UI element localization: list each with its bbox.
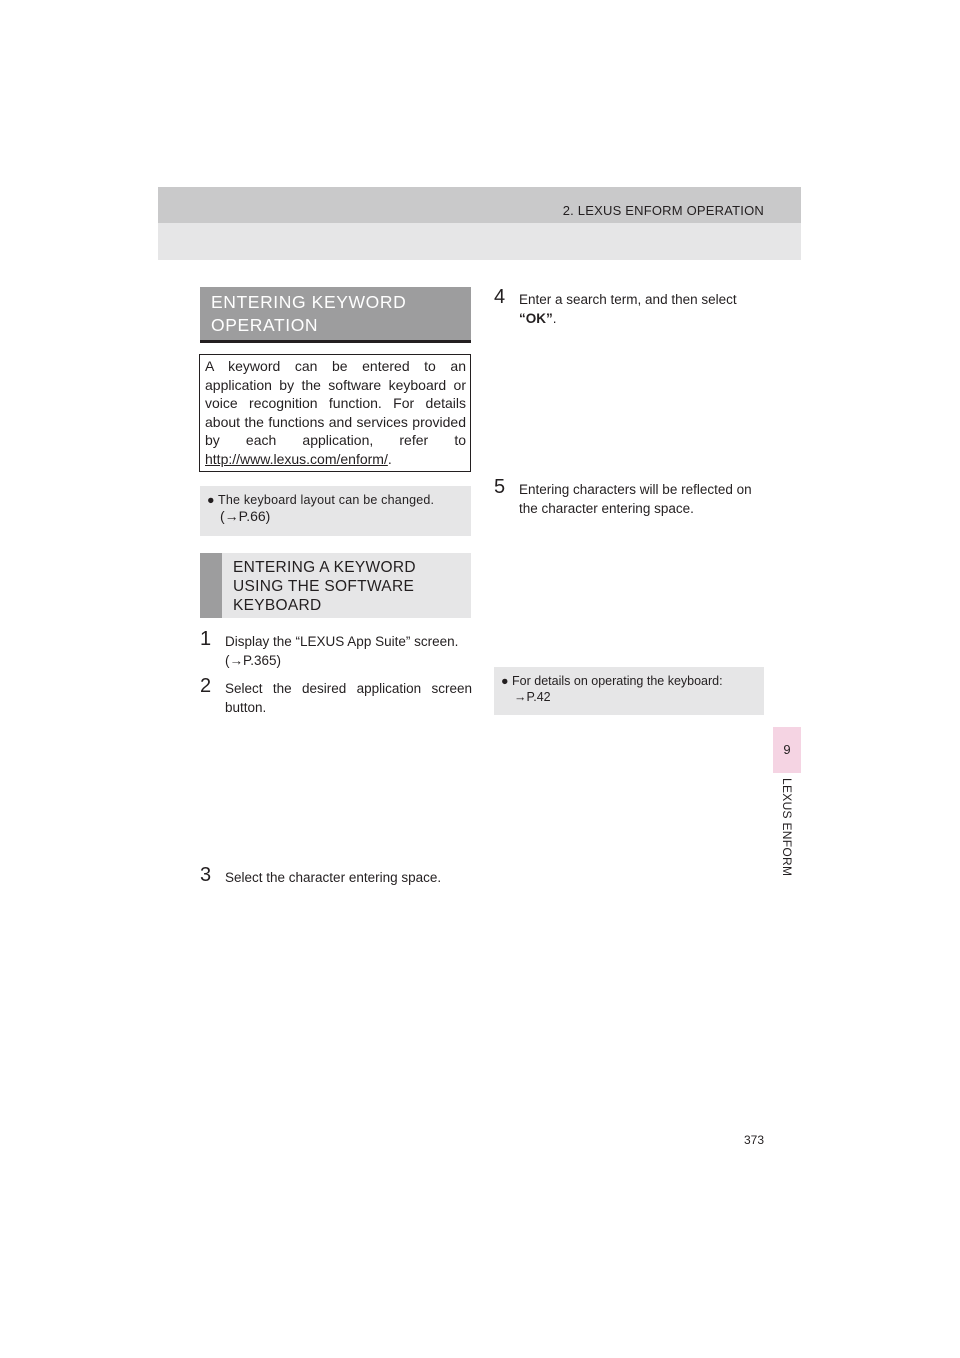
step-text: Select the desired application screen button. [225,681,472,715]
ok-button-ref: “OK” [519,311,553,326]
intro-text [205,357,466,468]
step-text-tail: . [552,311,557,326]
step-number: 2 [200,675,212,697]
step-text: Enter a search term, and then select [519,292,737,307]
bullet-icon: ● [501,674,509,688]
note-page-ref[interactable]: →P.42 [514,690,551,704]
step-number: 1 [200,628,212,650]
note-page-ref[interactable]: (→P.66) [220,508,271,524]
note-text: For details on operating the keyboard: [512,674,723,688]
note-keyboard-layout [207,492,465,525]
bullet-icon: ● [207,493,215,507]
step-2 [200,677,472,717]
note-text: The keyboard layout can be changed. [218,493,435,507]
step-5 [494,478,764,518]
chapter-title: 2. LEXUS ENFORM OPERATION [562,203,764,218]
chapter-tab-label: LEXUS ENFORM [780,778,794,877]
header-subband [158,223,801,260]
subsection-bar [200,553,222,618]
step-page-ref[interactable]: (→P.365) [225,653,282,668]
step-number: 5 [494,476,506,498]
subsection-title: ENTERING A KEYWORD USING THE SOFTWARE KEYBOARD [233,559,416,614]
step-4 [494,288,764,328]
step-text: Select the character entering space. [225,870,442,885]
chapter-tab-number: 9 [773,727,801,773]
step-number: 4 [494,286,506,308]
step-text: Display the “LEXUS App Suite” screen. [225,634,459,649]
step-1 [200,630,472,670]
section-header-rule [200,340,471,343]
step-text: Entering characters will be reflected on the character entering space. [519,482,752,516]
note-keyboard-operation [501,673,758,705]
enform-link[interactable]: http://www.lexus.com/enform/ [205,450,388,467]
intro-body: A keyword can be entered to an application by the software keyboard or voice recognition function. For details about the functions and services provided by each application, refer to [205,358,466,448]
step-3 [200,866,472,887]
intro-link-suffix: . [387,450,392,467]
step-number: 3 [200,864,212,886]
page-number: 373 [744,1133,765,1147]
section-title: ENTERING KEYWORD OPERATION [211,292,407,335]
